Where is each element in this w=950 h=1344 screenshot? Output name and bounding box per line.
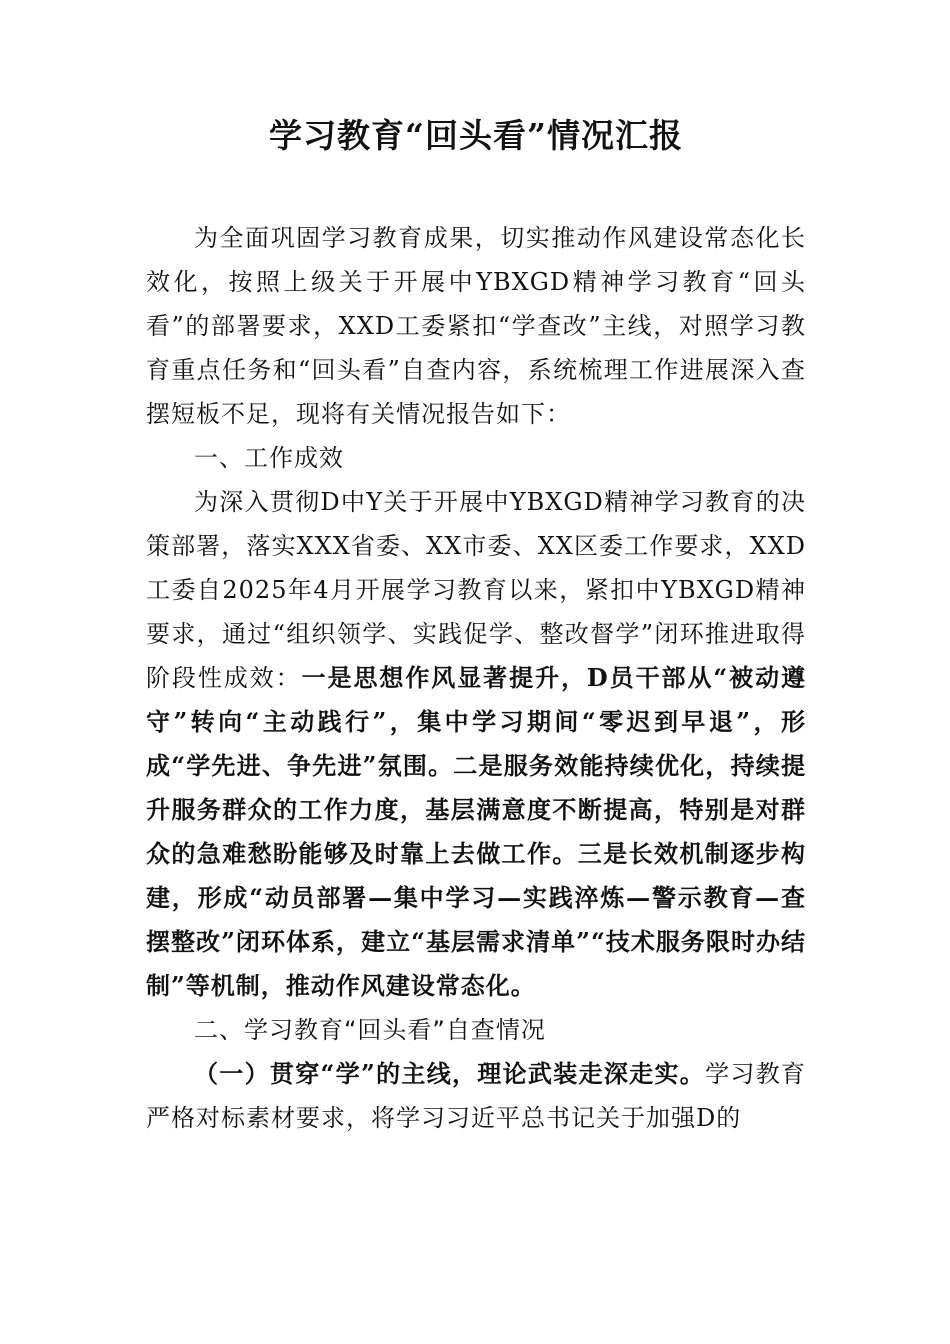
- subsection-1-paragraph: [146, 1052, 806, 1140]
- document-title: 学习教育“回头看”情况汇报: [269, 116, 683, 155]
- subsection-1-heading: （一）贯穿“学”的主线，理论武装走深走实。: [194, 1059, 706, 1088]
- section-1-achievements: 一是思想作风显著提升，D员干部从“被动遵守”转向“主动践行”，集中学习期间“零迟到早退”，形成“学先进、争先进”氛围。二是服务效能持续优化，持续提升服务群众的工作力度，基层满意度不断提高，特别是对群众的急难愁盼能够及时靠上去做工作。三是长效机制逐步构建，形成“动员部署—集中学习—实践淬炼—警示教育—查摆整改”闭环体系，建立“基层需求清单”“技术服务限时办结制”等机制，推动作风建设常态化。: [146, 663, 807, 1000]
- intro-paragraph: 为全面巩固学习教育成果，切实推动作风建设常态化长效化，按照上级关于开展中YBXGD精神学习教育“回头看”的部署要求，XXD工委紧扣“学查改”主线，对照学习教育重点任务和“回头看”自查内容，系统梳理工作进展深入查摆短板不足，现将有关情况报告如下：: [146, 224, 806, 428]
- section-1-text: 为深入贯彻D中Y关于开展中YBXGD精神学习教育的决策部署，落实XXX省委、XX市委、XX区委工作要求，XXD工委自2025年4月开展学习教育以来，紧扣中YBXGD精神要求，通过“组织领学、实践促学、整改督学”闭环推进取得阶段性成效：: [146, 488, 806, 692]
- section-1-heading: 一、工作成效: [194, 444, 344, 472]
- subsection-1-text: 学习教育严格对标素材要求，将学习习近平总书记关于加强D的: [146, 1060, 807, 1132]
- section-2-heading: 二、学习教育“回头看”自查情况: [194, 1016, 546, 1044]
- document-page: [146, 108, 806, 1140]
- section-1-paragraph: [146, 480, 806, 1008]
